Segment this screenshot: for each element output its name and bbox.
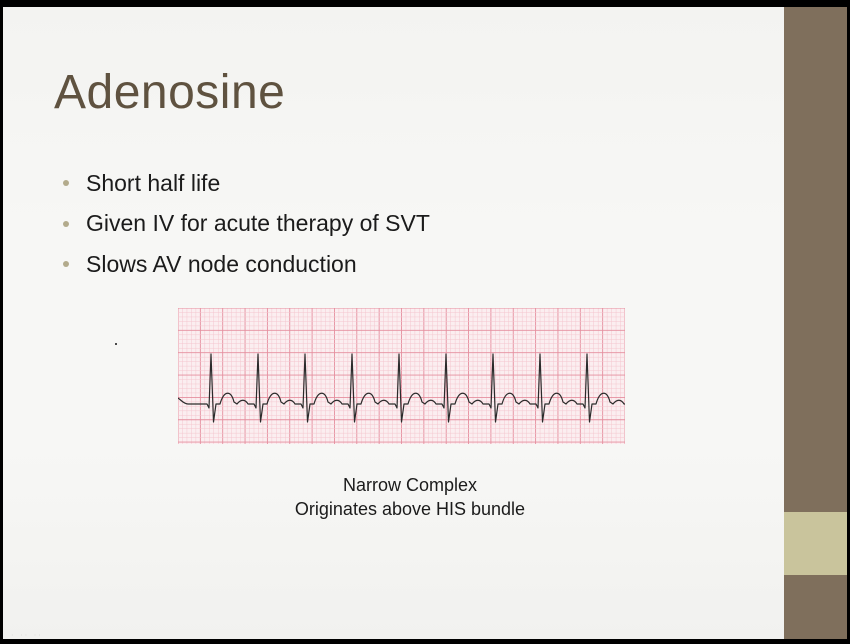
bullet-text: Given IV for acute therapy of SVT (86, 210, 430, 237)
stray-speck (115, 343, 117, 345)
bullet-text: Slows AV node conduction (86, 250, 357, 277)
bullet-item (63, 204, 430, 245)
sidebar-accent-block (784, 512, 847, 575)
ecg-caption (260, 473, 560, 521)
caption-line-2: Originates above HIS bundle (294, 499, 526, 519)
bullet-list (63, 163, 430, 285)
bullet-text: Short half life (86, 169, 221, 196)
bullet-dot-icon (63, 261, 69, 267)
bullet-dot-icon (63, 180, 69, 186)
caption-line-1: Narrow Complex (342, 475, 478, 495)
bullet-item (63, 244, 430, 285)
bullet-dot-icon (63, 221, 69, 227)
bullet-item (63, 163, 430, 204)
ecg-grid (178, 308, 625, 444)
corner-marks: · ·· ·· (11, 631, 43, 639)
ecg-strip-image (178, 308, 625, 444)
slide-title: Adenosine (54, 66, 286, 119)
